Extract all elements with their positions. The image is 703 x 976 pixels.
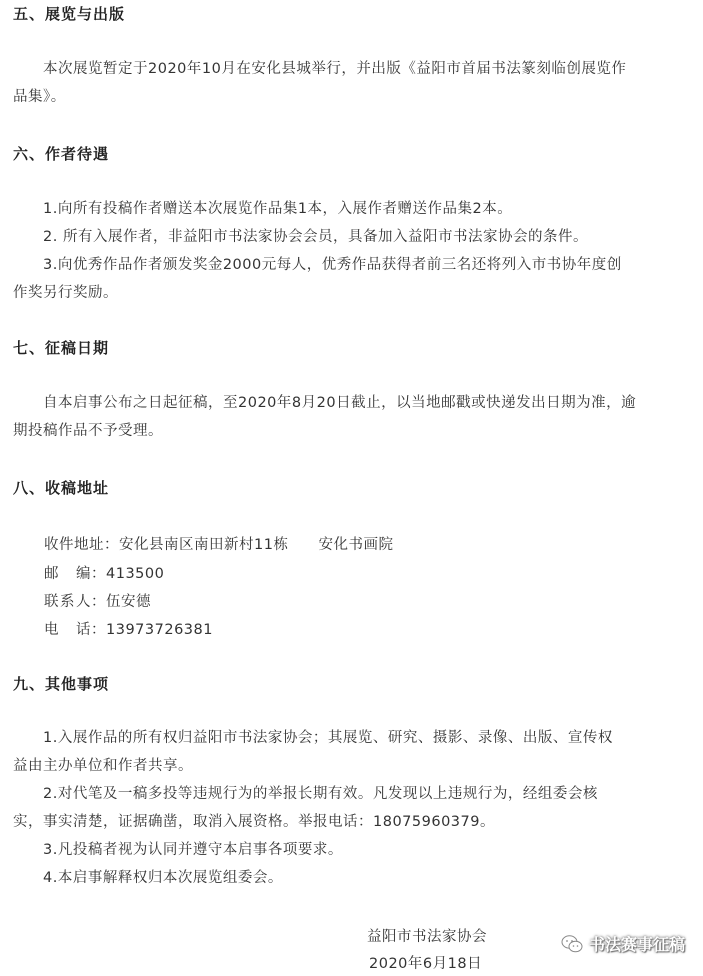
postcode-label-b: 编： <box>76 566 106 582</box>
postcode-label <box>44 562 106 583</box>
section7-line2: 期投稿作品不予受理。 <box>13 423 163 439</box>
section6-item3-line2: 作奖另行奖励。 <box>13 285 118 301</box>
watermark <box>561 932 685 955</box>
section5-line1: 本次展览暂定于2020年10月在安化县城举行，并出版《益阳市首届书法篆刻临创展览作 <box>43 61 627 77</box>
section6-list <box>13 195 673 307</box>
section7-paragraph <box>13 389 673 445</box>
phone-label-b: 话： <box>76 622 106 638</box>
wechat-icon <box>561 934 583 954</box>
signature-date: 2020年6月18日 <box>369 956 483 972</box>
postcode-label-a: 邮 <box>44 566 59 582</box>
signature-org: 益阳市书法家协会 <box>367 929 487 945</box>
section5-paragraph <box>13 55 673 111</box>
section9-item2-line1: 2.对代笔及一稿多投等违规行为的举报长期有效。凡发现以上违规行为，经组委会核 <box>43 786 598 802</box>
section9-item3: 3.凡投稿者视为认同并遵守本启事各项要求。 <box>43 842 343 858</box>
contact-label-c: 人： <box>76 594 106 610</box>
section6-item2: 2. 所有入展作者，非益阳市书法家协会会员，具备加入益阳市书法家协会的条件。 <box>43 229 588 245</box>
section7-line1: 自本启事公布之日起征稿，至2020年8月20日截止，以当地邮戳或快递发出日期为准，逾 <box>43 395 637 411</box>
phone-label-a: 电 <box>44 622 59 638</box>
postcode-row <box>44 562 164 583</box>
contact-row <box>44 590 151 611</box>
contact-label-b: 系 <box>60 594 75 610</box>
address-label: 收件地址： <box>44 537 119 553</box>
address-value: 安化县南区南田新村11栋 安化书画院 <box>119 537 394 553</box>
section9-heading: 九、其他事项 <box>13 675 110 693</box>
phone-value: 13973726381 <box>106 622 213 638</box>
section9-item2-line2: 实，事实清楚，证据确凿，取消入展资格。举报电话：18075960379。 <box>13 814 495 830</box>
section5-heading: 五、展览与出版 <box>13 5 126 23</box>
section5-line2: 品集》。 <box>13 89 66 105</box>
section9-item1-line2: 益由主办单位和作者共享。 <box>13 758 193 774</box>
section6-item3-line1: 3.向优秀作品作者颁发奖金2000元每人，优秀作品获得者前三名还将列入市书协年度创 <box>43 257 622 273</box>
section6-item1: 1.向所有投稿作者赠送本次展览作品集1本，入展作者赠送作品集2本。 <box>43 201 513 217</box>
section9-item4: 4.本启事解释权归本次展览组委会。 <box>43 870 283 886</box>
section6-heading: 六、作者待遇 <box>13 145 110 163</box>
section7-heading: 七、征稿日期 <box>13 339 110 357</box>
postcode-value: 413500 <box>106 566 165 582</box>
section8-heading: 八、收稿地址 <box>13 479 110 497</box>
contact-label-a: 联 <box>44 594 59 610</box>
section9-item1-line1: 1.入展作品的所有权归益阳市书法家协会；其展览、研究、摄影、录像、出版、宣传权 <box>43 730 613 746</box>
phone-row <box>44 618 213 639</box>
contact-value: 伍安德 <box>106 594 151 610</box>
section9-list <box>13 724 673 892</box>
watermark-text: 书法赛事征稿 <box>588 935 685 954</box>
contact-label <box>44 590 106 611</box>
address-row <box>44 533 393 554</box>
phone-label <box>44 618 106 639</box>
